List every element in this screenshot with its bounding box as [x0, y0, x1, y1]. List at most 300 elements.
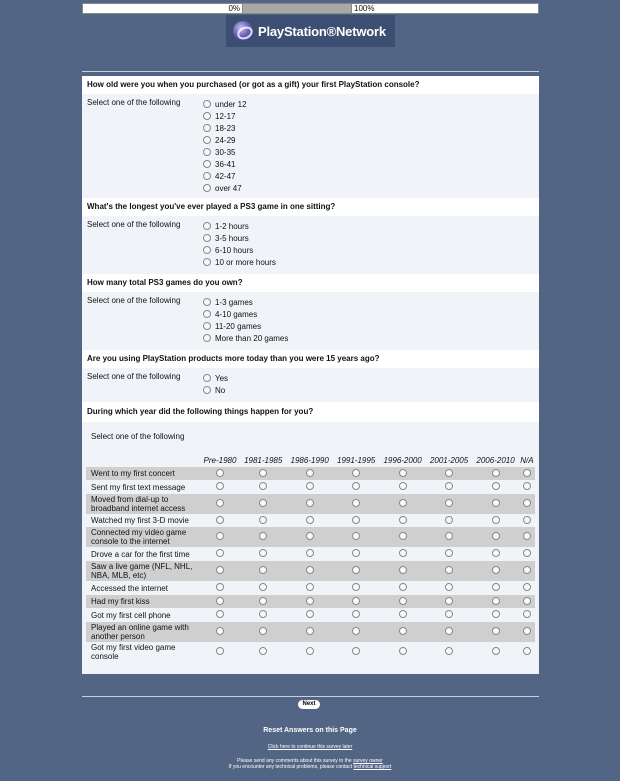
radio-button[interactable] [399, 566, 407, 574]
grid-row [86, 527, 535, 547]
grid-row [86, 561, 535, 581]
radio-button[interactable] [352, 516, 360, 524]
radio-button[interactable] [445, 499, 453, 507]
option-label: 36-41 [215, 159, 236, 169]
grid-cell [200, 527, 240, 547]
question-body [82, 216, 539, 274]
radio-button[interactable] [259, 482, 267, 490]
grid-cell [519, 608, 535, 622]
option-row[interactable] [203, 158, 247, 170]
radio-button[interactable] [259, 549, 267, 557]
grid-cell [472, 467, 518, 480]
option-label: 42-47 [215, 171, 236, 181]
grid-cell [200, 514, 240, 527]
radio-button[interactable] [523, 610, 531, 618]
grid-row-label: Moved from dial-up to broadband internet access [91, 495, 186, 513]
grid-cell [240, 480, 286, 494]
radio-button[interactable] [203, 258, 211, 266]
radio-button[interactable] [492, 532, 500, 540]
option-label: 10 or more hours [215, 257, 276, 267]
radio-button[interactable] [492, 583, 500, 591]
grid-cell [240, 561, 286, 581]
grid-row-label: Watched my first 3-D movie [91, 516, 189, 525]
radio-button[interactable] [352, 627, 360, 635]
radio-button[interactable] [523, 516, 531, 524]
grid-cell [379, 581, 425, 595]
radio-button[interactable] [216, 469, 224, 477]
grid-cell [472, 514, 518, 527]
grid-cell [333, 547, 379, 561]
radio-button[interactable] [523, 549, 531, 557]
radio-button[interactable] [306, 610, 314, 618]
grid-cell [426, 547, 472, 561]
grid-row [86, 514, 535, 527]
radio-button[interactable] [203, 234, 211, 242]
radio-button[interactable] [445, 610, 453, 618]
radio-button[interactable] [259, 469, 267, 477]
grid-cell [333, 581, 379, 595]
grid-cell [286, 527, 332, 547]
radio-button[interactable] [216, 583, 224, 591]
radio-button[interactable] [399, 516, 407, 524]
grid-cell [519, 561, 535, 581]
grid-cell [286, 494, 332, 514]
radio-button[interactable] [203, 334, 211, 342]
grid-column-header: 2001-2005 [429, 456, 469, 465]
radio-button[interactable] [399, 549, 407, 557]
radio-button[interactable] [523, 627, 531, 635]
option-label: 1-3 games [215, 297, 253, 307]
radio-button[interactable] [216, 566, 224, 574]
grid-row-label: Had my first kiss [91, 597, 150, 606]
radio-button[interactable] [352, 566, 360, 574]
grid-cell [240, 467, 286, 480]
radio-button[interactable] [399, 610, 407, 618]
radio-button[interactable] [492, 627, 500, 635]
grid-row-label: Played an online game with another person [91, 623, 189, 641]
grid-cell [472, 622, 518, 642]
radio-button[interactable] [352, 549, 360, 557]
grid-cell [286, 581, 332, 595]
radio-button[interactable] [492, 516, 500, 524]
option-label: 12-17 [215, 111, 236, 121]
footer-support-text: If you encounter any technical problems, please contact [228, 764, 354, 770]
option-label: No [215, 385, 226, 395]
grid-cell [379, 561, 425, 581]
grid-row [86, 608, 535, 622]
footer-comments-text: Please send any comments about this survey to the [237, 758, 354, 764]
radio-button[interactable] [216, 499, 224, 507]
grid-column-header: 1996-2000 [383, 456, 422, 465]
grid-cell [200, 494, 240, 514]
grid-row [86, 581, 535, 595]
grid-cell [379, 595, 425, 608]
grid-cell [519, 622, 535, 642]
grid-cell [333, 595, 379, 608]
progress-fill [243, 4, 351, 13]
question-instruction: Select one of the following [87, 220, 181, 229]
grid-instruction: Select one of the following [91, 432, 185, 441]
radio-button[interactable] [445, 532, 453, 540]
radio-button[interactable] [399, 597, 407, 605]
radio-button[interactable] [352, 610, 360, 618]
radio-button[interactable] [399, 499, 407, 507]
question-instruction: Select one of the following [87, 372, 181, 381]
question-instruction: Select one of the following [87, 296, 181, 305]
grid-cell [240, 608, 286, 622]
radio-button[interactable] [523, 583, 531, 591]
grid-cell [426, 467, 472, 480]
radio-button[interactable] [203, 246, 211, 254]
grid-cell [519, 642, 535, 662]
radio-button[interactable] [492, 597, 500, 605]
grid-cell [426, 642, 472, 662]
grid-column-header: 1981-1985 [244, 456, 283, 465]
grid-cell [519, 595, 535, 608]
radio-button[interactable] [259, 647, 267, 655]
grid-row-label: Connected my video game console to the internet [91, 528, 187, 546]
option-row[interactable] [203, 256, 276, 268]
radio-button[interactable] [523, 469, 531, 477]
radio-button[interactable] [523, 597, 531, 605]
grid-cell [519, 514, 535, 527]
grid-cell [333, 514, 379, 527]
grid-cell [472, 581, 518, 595]
grid-cell [472, 480, 518, 494]
option-row[interactable] [203, 110, 247, 122]
grid-cell [333, 467, 379, 480]
grid-cell [240, 547, 286, 561]
grid-cell [519, 547, 535, 561]
grid-cell [472, 608, 518, 622]
radio-button[interactable] [352, 482, 360, 490]
grid-column-header: N/A [520, 456, 534, 465]
grid-cell [426, 608, 472, 622]
playstation-network-logo [226, 15, 395, 47]
grid-cell [379, 642, 425, 662]
option-row[interactable] [203, 146, 247, 158]
radio-button[interactable] [203, 100, 211, 108]
radio-button[interactable] [445, 647, 453, 655]
options-list [203, 372, 228, 396]
radio-button[interactable] [216, 532, 224, 540]
grid-cell [286, 547, 332, 561]
grid-cell [472, 547, 518, 561]
radio-button[interactable] [352, 469, 360, 477]
grid-cell [472, 595, 518, 608]
option-row[interactable] [203, 232, 276, 244]
radio-button[interactable] [445, 583, 453, 591]
option-row[interactable] [203, 244, 276, 256]
radio-button[interactable] [203, 386, 211, 394]
grid-cell [379, 608, 425, 622]
grid-cell [286, 467, 332, 480]
grid-cell [333, 642, 379, 662]
question-title: What's the longest you've ever played a PS3 game in one sitting? [82, 198, 539, 216]
grid-cell [240, 494, 286, 514]
radio-button[interactable] [306, 549, 314, 557]
survey-panel [82, 76, 539, 674]
grid-row-label: Sent my first text message [91, 482, 186, 492]
option-row[interactable] [203, 296, 288, 308]
option-label: 1-2 hours [215, 221, 249, 231]
radio-button[interactable] [492, 566, 500, 574]
radio-button[interactable] [203, 184, 211, 192]
radio-button[interactable] [399, 583, 407, 591]
radio-button[interactable] [216, 516, 224, 524]
grid-cell [379, 480, 425, 494]
grid-cell [472, 642, 518, 662]
grid-cell [333, 622, 379, 642]
option-label: 4-10 games [215, 309, 258, 319]
option-label: 3-5 hours [215, 233, 249, 243]
grid-row [86, 467, 535, 480]
option-label: 11-20 games [215, 321, 262, 331]
options-list [203, 98, 247, 194]
grid-cell [200, 547, 240, 561]
year-grid [86, 454, 535, 662]
grid-cell [519, 494, 535, 514]
grid-cell [379, 467, 425, 480]
radio-button[interactable] [445, 597, 453, 605]
radio-button[interactable] [203, 148, 211, 156]
radio-button[interactable] [492, 549, 500, 557]
grid-column-header: 1991-1995 [337, 456, 376, 465]
radio-button[interactable] [445, 627, 453, 635]
grid-cell [240, 527, 286, 547]
grid-corner [86, 454, 200, 467]
grid-row-label: Drove a car for the first time [91, 549, 190, 559]
radio-button[interactable] [306, 647, 314, 655]
grid-question-title: During which year did the following things happen for you? [82, 402, 539, 422]
option-row[interactable] [203, 320, 288, 332]
radio-button[interactable] [306, 627, 314, 635]
grid-cell [426, 581, 472, 595]
question-title: How many total PS3 games do you own? [82, 274, 539, 292]
grid-cell [200, 622, 240, 642]
continue-later-link[interactable]: Click here to continue this survey later [267, 744, 353, 750]
options-list [203, 220, 276, 268]
grid-cell [379, 514, 425, 527]
next-button[interactable]: Next [298, 700, 320, 709]
grid-cell [333, 494, 379, 514]
grid-cell [286, 642, 332, 662]
grid-cell [200, 467, 240, 480]
radio-button[interactable] [203, 322, 211, 330]
radio-button[interactable] [306, 566, 314, 574]
question-title: Are you using PlayStation products more today than you were 15 years ago? [82, 350, 539, 368]
radio-button[interactable] [216, 482, 224, 490]
radio-button[interactable] [203, 112, 211, 120]
option-label: over 47 [215, 183, 242, 193]
radio-button[interactable] [399, 482, 407, 490]
radio-button[interactable] [306, 469, 314, 477]
radio-button[interactable] [523, 532, 531, 540]
radio-button[interactable] [306, 597, 314, 605]
grid-row [86, 642, 535, 662]
radio-button[interactable] [492, 499, 500, 507]
option-label: 6-10 hours [215, 245, 254, 255]
grid-cell [426, 595, 472, 608]
radio-button[interactable] [492, 647, 500, 655]
radio-button[interactable] [445, 516, 453, 524]
radio-button[interactable] [306, 499, 314, 507]
bottom-divider [82, 696, 539, 697]
grid-cell [426, 514, 472, 527]
grid-cell [333, 480, 379, 494]
grid-row [86, 595, 535, 608]
radio-button[interactable] [492, 469, 500, 477]
radio-button[interactable] [259, 532, 267, 540]
radio-button[interactable] [352, 583, 360, 591]
option-label: 24-29 [215, 135, 236, 145]
radio-button[interactable] [216, 627, 224, 635]
grid-row [86, 622, 535, 642]
grid-cell [200, 561, 240, 581]
option-row[interactable] [203, 308, 288, 320]
option-row[interactable] [203, 170, 247, 182]
radio-button[interactable] [445, 469, 453, 477]
radio-button[interactable] [399, 469, 407, 477]
grid-column-header: 2006-2010 [476, 456, 515, 465]
radio-button[interactable] [259, 610, 267, 618]
radio-button[interactable] [259, 597, 267, 605]
option-row[interactable] [203, 182, 247, 194]
radio-button[interactable] [216, 597, 224, 605]
radio-button[interactable] [492, 482, 500, 490]
question-body [82, 292, 539, 350]
grid-cell [333, 561, 379, 581]
radio-button[interactable] [203, 136, 211, 144]
grid-cell [286, 561, 332, 581]
radio-button[interactable] [259, 516, 267, 524]
grid-cell [519, 581, 535, 595]
grid-cell [200, 581, 240, 595]
radio-button[interactable] [203, 310, 211, 318]
radio-button[interactable] [259, 627, 267, 635]
radio-button[interactable] [203, 222, 211, 230]
radio-button[interactable] [399, 627, 407, 635]
radio-button[interactable] [306, 532, 314, 540]
radio-button[interactable] [352, 532, 360, 540]
grid-row [86, 494, 535, 514]
grid-cell [286, 480, 332, 494]
grid-cell [200, 595, 240, 608]
progress-bar [82, 3, 539, 14]
radio-button[interactable] [492, 610, 500, 618]
options-list [203, 296, 288, 344]
option-row[interactable] [203, 98, 247, 110]
option-label: 18-23 [215, 123, 236, 133]
grid-cell [200, 642, 240, 662]
radio-button[interactable] [523, 566, 531, 574]
survey-owner-link[interactable]: survey owner [353, 758, 383, 764]
grid-cell [426, 494, 472, 514]
grid-cell [519, 527, 535, 547]
radio-button[interactable] [306, 516, 314, 524]
radio-button[interactable] [306, 583, 314, 591]
radio-button[interactable] [523, 499, 531, 507]
radio-button[interactable] [352, 597, 360, 605]
grid-cell [472, 527, 518, 547]
radio-button[interactable] [523, 482, 531, 490]
grid-question-body [82, 422, 539, 674]
radio-button[interactable] [523, 647, 531, 655]
radio-button[interactable] [259, 499, 267, 507]
grid-cell [472, 494, 518, 514]
grid-cell [379, 547, 425, 561]
option-label: Yes [215, 373, 229, 383]
option-row[interactable] [203, 220, 276, 232]
grid-cell [240, 622, 286, 642]
grid-cell [200, 608, 240, 622]
radio-button[interactable] [399, 532, 407, 540]
technical-support-link[interactable]: technical support [353, 764, 392, 770]
grid-row-label: Got my first video game console [91, 643, 176, 661]
radio-button[interactable] [445, 482, 453, 490]
grid-cell [379, 527, 425, 547]
radio-button[interactable] [216, 549, 224, 557]
radio-button[interactable] [259, 566, 267, 574]
radio-button[interactable] [352, 499, 360, 507]
grid-cell [426, 622, 472, 642]
radio-button[interactable] [259, 583, 267, 591]
grid-cell [426, 527, 472, 547]
grid-row [86, 547, 535, 561]
radio-button[interactable] [399, 647, 407, 655]
radio-button[interactable] [203, 124, 211, 132]
grid-cell [240, 642, 286, 662]
grid-cell [200, 480, 240, 494]
grid-cell [426, 480, 472, 494]
radio-button[interactable] [352, 647, 360, 655]
top-divider [82, 71, 539, 72]
grid-cell [286, 608, 332, 622]
question-instruction: Select one of the following [87, 98, 181, 107]
radio-button[interactable] [203, 374, 211, 382]
grid-cell [333, 527, 379, 547]
grid-cell [379, 494, 425, 514]
radio-button[interactable] [445, 566, 453, 574]
radio-button[interactable] [306, 482, 314, 490]
playstation-orb-icon [233, 21, 253, 41]
grid-cell [519, 480, 535, 494]
grid-row [86, 480, 535, 494]
radio-button[interactable] [445, 549, 453, 557]
grid-cell [472, 561, 518, 581]
option-row[interactable] [203, 134, 247, 146]
grid-row-label: Accessed the internet [91, 583, 168, 593]
option-row[interactable] [203, 332, 288, 344]
radio-button[interactable] [203, 160, 211, 168]
grid-cell [426, 561, 472, 581]
grid-cell [286, 622, 332, 642]
option-row[interactable] [203, 372, 228, 384]
radio-button[interactable] [203, 172, 211, 180]
radio-button[interactable] [216, 610, 224, 618]
grid-cell [519, 467, 535, 480]
reset-answers-button[interactable]: Reset Answers on this Page [263, 727, 357, 734]
option-label: More than 20 games [215, 333, 289, 343]
option-row[interactable] [203, 384, 228, 396]
option-row[interactable] [203, 122, 247, 134]
grid-row-label: Saw a live game (NFL, NHL, NBA, MLB, etc) [91, 562, 193, 580]
option-label: under 12 [215, 99, 247, 109]
radio-button[interactable] [203, 298, 211, 306]
question-body [82, 368, 539, 402]
radio-button[interactable] [216, 647, 224, 655]
footer-support-line [0, 764, 620, 770]
